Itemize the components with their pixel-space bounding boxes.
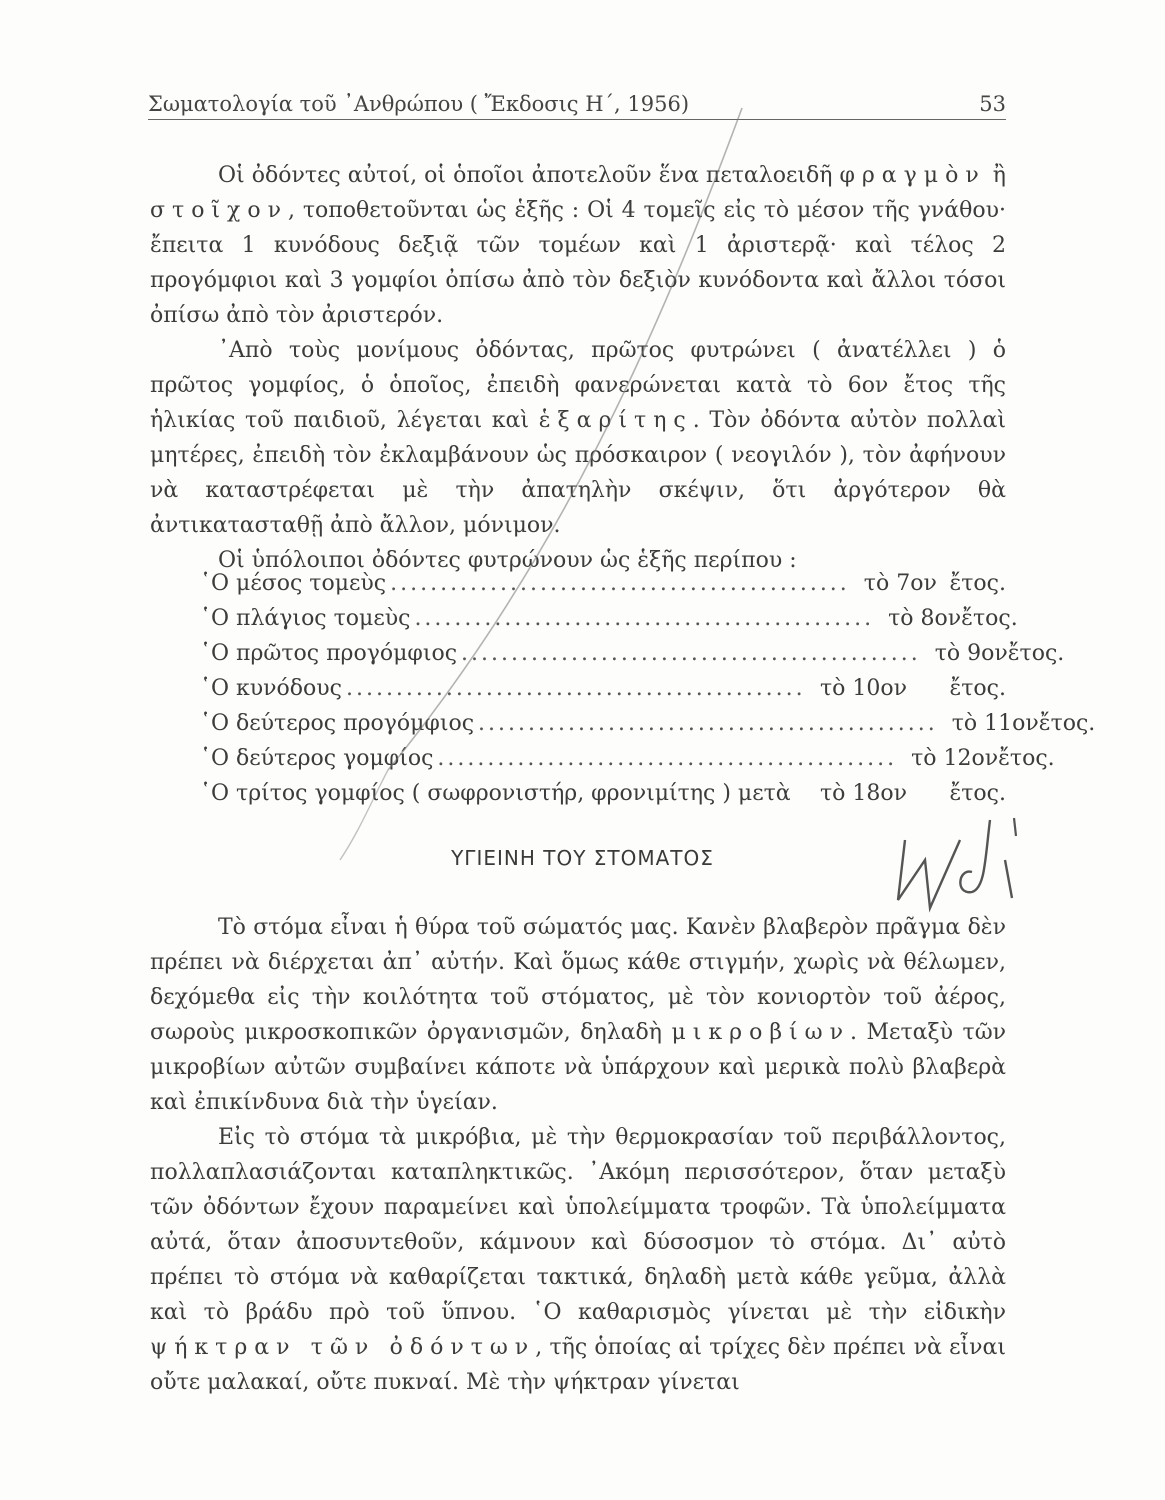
text-run: , τοποθετοῦνται ὡς ἑξῆς : Οἱ 4 τομεῖς εἰς τὸ μέσον τῆς γνάθου· ἔπειτα 1 κυνόδους δεξιᾷ τῶν τομέων καὶ 1 ἀριστερᾷ· καὶ τέλος 2 προγόμφιοι καὶ 3 γομφίοι ὀπίσω ἀπὸ τὸν δεξιὸν κυνόδοντα καὶ ἄλλοι τόσοι ὀπίσω ἀπὸ τὸν ἀριστερόν. [150, 198, 1006, 328]
text-run: . Μεταξὺ τῶν μικροβίων αὐτῶν συμβαίνει κάποτε νὰ ὑπάρχουν καὶ μερικὰ πολὺ βλαβερὰ καὶ ἐπικίνδυνα διὰ τὴν ὑγείαν. [150, 1020, 1007, 1115]
paragraph [150, 910, 1006, 1120]
year-word: ἔτος. [949, 781, 1006, 806]
section-hygiene-text [150, 910, 1006, 1400]
tooth-name: ῾Ο κυνόδους [200, 676, 342, 701]
text-run: ᾿Απὸ τοὺς μονίμους ὀδόντας, πρῶτος φυτρώνει ( ἀνατέλλει ) ὁ πρῶτος γομφίος, ὁ ὁποῖος, ἐπειδὴ φανερώνεται κατὰ τὸ 6ον ἔτος τῆς ἡλικίας τοῦ παιδιοῦ, λέγεται καὶ [150, 338, 1006, 433]
eruption-age: τὸ 9ον [934, 641, 1008, 666]
text-run: . Τὸν ὀδόντα αὐτὸν πολλαὶ μητέρες, ἐπειδὴ τὸν ἐκλαμβάνουν ὡς πρόσκαιρον ( νεογιλόν ), τὸν ἀφήνουν νὰ καταστρέφεται μὲ τὴν ἀπατηλὴν σκέψιν, ὅτι ἀργότερον θὰ ἀντικατασταθῇ ἀπὸ ἄλλον, μόνιμον. [150, 408, 1006, 538]
list-item [150, 606, 1018, 641]
teeth-eruption-list [150, 571, 1096, 816]
spaced-term: φραγμὸν [839, 163, 986, 188]
text-run: , τῆς ὁποίας αἱ τρίχες δὲν πρέπει νὰ εἶναι οὔτε μαλακαί, οὔτε πυκναί. Μὲ τὴν ψήκτραν γίνεται [150, 1335, 1006, 1395]
year-word: ἔτος. [1007, 641, 1065, 666]
eruption-age: τὸ 8ον [888, 606, 962, 631]
pencil-tick [1014, 818, 1016, 836]
text-run: ἢ [985, 163, 1006, 188]
leader-dots: .............................................. [390, 571, 850, 596]
spaced-term: ἑξαρίτης [538, 408, 693, 433]
tooth-name: ῾Ο πρῶτος προγόμφιος [200, 641, 458, 666]
leader-dots: .............................................. [414, 606, 875, 631]
eruption-age: τὸ 7ον [863, 571, 937, 596]
eruption-age: τὸ 12ον [911, 746, 999, 771]
section-teeth-text [150, 158, 1006, 578]
year-word: ἔτος. [949, 676, 1006, 701]
paragraph [150, 333, 1006, 543]
leader-dots: .............................................. [461, 641, 921, 666]
paragraph: Οἱ ὑπόλοιποι ὀδόντες φυτρώνουν ὡς ἑξῆς περίπου : [218, 548, 797, 573]
paragraph [150, 158, 1006, 333]
leader-dots: .............................................. [437, 746, 898, 771]
spaced-term: ψήκτραν τῶν ὀδόντων [150, 1335, 536, 1360]
list-item [150, 711, 1096, 746]
tooth-name: ῾Ο μέσος τομεὺς [200, 571, 387, 596]
tooth-name: ῾Ο πλάγιος τομεὺς [200, 606, 411, 631]
list-item [150, 781, 1006, 816]
year-word: ἔτος. [949, 571, 1006, 596]
paragraph [150, 1120, 1006, 1400]
list-item [150, 641, 1065, 676]
tooth-name: ῾Ο τρίτος γομφίος ( σωφρονιστήρ, φρονιμίτης ) μετὰ [200, 781, 791, 806]
list-item [150, 571, 1006, 606]
text-run: Τὸ στόμα εἶναι ἡ θύρα τοῦ σώματός μας. Κανὲν βλαβερὸν πρᾶγμα δὲν πρέπει νὰ διέρχεται ἀπ᾿ αὐτήν. Καὶ ὅμως κάθε στιγμήν, χωρὶς νὰ θέλωμεν, δεχόμεθα εἰς τὴν κοιλότητα τοῦ στόματος, μὲ τὸν κονιορτὸν τοῦ ἀέρος, σωροὺς μικροσκοπικῶν ὀργανισμῶν, δηλαδὴ [150, 915, 1006, 1045]
spaced-term: στοῖχον [150, 198, 289, 223]
year-word: ἔτος. [998, 746, 1055, 771]
header-title: Σωματολογία τοῦ ᾿Ανθρώπου ( Ἔκδοσις Η΄, 1956) [148, 92, 690, 116]
tooth-name: ῾Ο δεύτερος προγόμφιος [200, 711, 475, 736]
leader-dots: .............................................. [478, 711, 938, 736]
list-item [150, 746, 1055, 781]
running-header [148, 92, 1006, 120]
tooth-name: ῾Ο δεύτερος γομφίος [200, 746, 434, 771]
list-item [150, 676, 1006, 711]
spaced-term: μικροβίων [671, 1020, 850, 1045]
text-run: Οἱ ὀδόντες αὐτοί, οἱ ὁποῖοι ἀποτελοῦν ἕνα πεταλοειδῆ [218, 163, 840, 188]
eruption-age: τὸ 10ον [820, 676, 908, 701]
year-word: ἔτος. [1038, 711, 1096, 736]
page-number: 53 [979, 92, 1006, 116]
section-heading: ΥΓΙΕΙΝΗ ΤΟΥ ΣΤΟΜΑΤΟΣ [451, 846, 714, 870]
year-word: ἔτος. [961, 606, 1018, 631]
text-run: Εἰς τὸ στόμα τὰ μικρόβια, μὲ τὴν θερμοκρασίαν τοῦ περιβάλλοντος, πολλαπλασιάζονται καταπληκτικῶς. ᾿Ακόμη περισσότερον, ὅταν μεταξὺ τῶν ὀδόντων ἔχουν παραμείνει καὶ ὑπολείμματα τροφῶν. Τὰ ὑπολείμματα αὐτά, ὅταν ἀποσυντεθοῦν, κάμνουν καὶ δύσοσμον τὸ στόμα. Δι᾿ αὐτὸ πρέπει τὸ στόμα νὰ καθαρίζεται τακτικά, δηλαδὴ μετὰ κάθε γεῦμα, ἀλλὰ καὶ τὸ βράδυ πρὸ τοῦ ὕπνου. ῾Ο καθαρισμὸς γίνεται μὲ τὴν εἰδικὴν [150, 1125, 1006, 1325]
eruption-age: τὸ 18ον [820, 781, 908, 806]
leader-dots: .............................................. [345, 676, 806, 701]
eruption-age: τὸ 11ον [951, 711, 1039, 736]
